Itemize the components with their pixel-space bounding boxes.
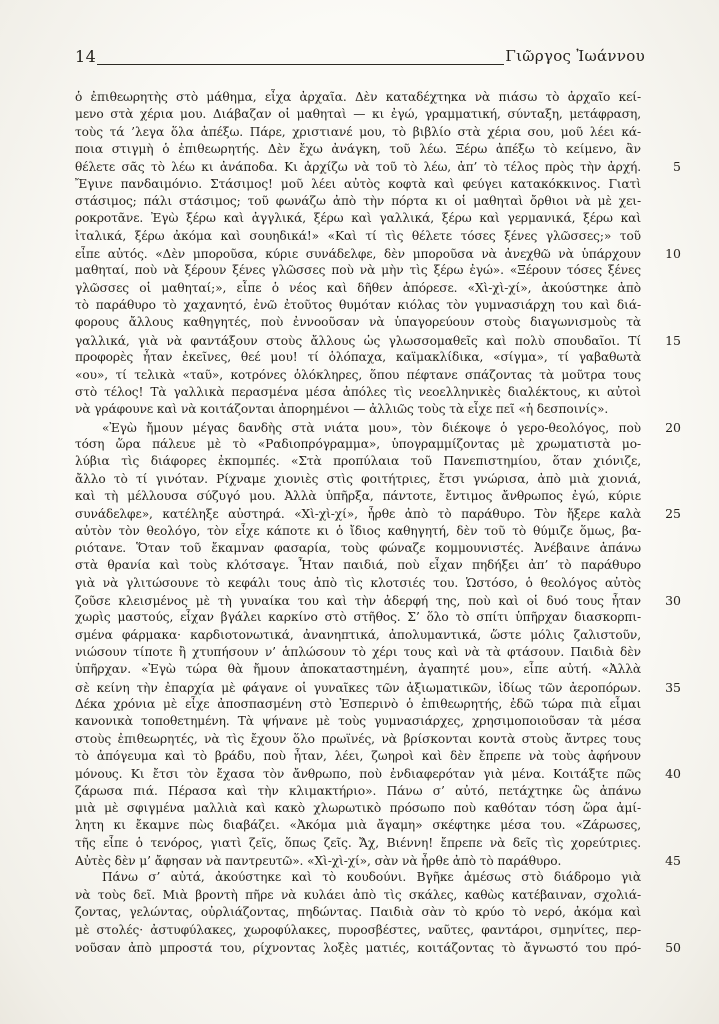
margin-line-number: 40 [665,766,681,782]
text-line [75,557,683,574]
text-line-content: ποια στιγμὴ ὁ ἐπιθεωρητής. Δὲν ἔχω ἀνάγκη, τοῦ λέω. Ξέρω ἀπέξω τὸ κείμενο, ἂν [75,142,641,157]
text-line [75,904,683,921]
text-line-content: στὸ τέλος! Τὰ γαλλικὰ περασμένα μέσα ἀπόλες τὶς νεοελληνικὲς διαλέκτους, κι αὐτοὶ [75,384,641,399]
text-line-content: λητη κι ἔκαμνε πὼς διαβάζει. «Ἀκόμα μιὰ ἄγαμη» σκέφτηκε μέσα του. «Ζάρωσες, [75,818,641,833]
text-line [75,176,683,193]
text-line-content: εἶπε αὐτός. «Δὲν μποροῦσα, κύριε συνάδελφε, δὲν μποροῦσα νὰ ἀνεχθῶ νὰ ὑπάρχουν [75,247,641,262]
text-line-content: Δέκα χρόνια μὲ εἶχε ἀποσπασμένη στὸ Ἑσπερινὸ ὁ ἐπιθεωρητής, ἐδῶ τώρα πιὰ εἶμαι [75,697,641,712]
text-line-content: ροκροτᾶνε. Ἐγὼ ξέρω καὶ ἀγγλικά, ξέρω καὶ γαλλικά, ξέρω καὶ γερμανικά, ξέρω καὶ [75,211,641,226]
text-line-content: Πάνω σ’ αὐτά, ἀκούστηκε καὶ τὸ κουδούνι. Βγῆκε ἀμέσως στὸ διάδρομο γιὰ [102,870,641,885]
text-line [75,262,683,279]
text-line [75,748,683,765]
text-line [75,384,683,401]
text-line-content: Αὐτὲς δὲν μ’ ἄφησαν νὰ παντρευτῶ». «Χὶ-χὶ-χί», σὰν νὰ ἦρθε ἀπὸ τὸ παράθυρο. [75,854,562,869]
text-line [75,332,683,349]
text-line-content: αὐτὸν τὸν θεολόγο, τὸν εἶχε κάποτε κι ὁ ἴδιος καθηγητή, δὲν τοῦ τὸ θύμιζε ὅμως, βα- [75,523,641,538]
text-line-content: γαλλικά, γιὰ νὰ φαντάξουν στοὺς ἄλλους ὡς γλωσσομαθεῖς καὶ πολὺ σπουδαῖοι. Τί [75,333,641,348]
text-line [75,644,683,661]
text-line-content: μιὰ μὲ σφιγμένα μαλλιὰ καὶ κακὸ χλωρωτικὸ πρόσωπο ποὺ καθόταν τόση ὥρα ἀμί- [75,801,641,816]
text-line-content: λύβια τὶς διάφορες ἐκπομπές. «Στὰ προπύλαια τοῦ Πανεπιστημίου, ὅταν χιόνιζε, [75,454,641,469]
margin-line-number: 45 [665,853,681,869]
text-line [75,661,683,678]
text-line [75,106,683,123]
text-line [75,245,683,262]
text-line-content: νὰ γράφουνε καὶ νὰ κοιτάζονται ἀπορημένοι — ἀλλιῶς τοὺς τὰ εἶχε πεῖ «ἡ δεσποινίς». [75,402,609,417]
margin-line-number: 30 [665,592,681,608]
text-line [75,505,683,522]
text-line-content: μόνους. Κι ἔτσι τὸν ἔχασα τὸν ἄνθρωπο, ποὺ ἐνδιαφερόταν γιὰ μένα. Κοιτάξτε πῶς [75,767,641,782]
text-line [75,627,683,644]
text-line [75,540,683,557]
text-line [75,765,683,782]
margin-line-number: 50 [665,939,681,955]
text-line [75,800,683,817]
page-number: 14 [75,47,97,66]
text-line-content: νιώσουν τίποτε ἢ χτυπήσουν ν’ ἁπλώσουν τὸ χέρι τους καὶ νὰ τὰ φτάσουν. Παιδιὰ δὲν [75,645,641,659]
margin-line-number: 10 [665,246,681,262]
text-line [75,89,683,106]
text-line [75,575,683,592]
text-line [75,592,683,609]
text-line-content: «ου», τί τελικὰ «ταῦ», κοτρόνες ὁλόκληρες, ὅπου πέφτανε σπάζοντας τὰ μοῦτρα τους [75,367,641,382]
text-line [75,349,683,366]
text-line-content: θέλετε σᾶς τὸ λέω κι ἀνάποδα. Κι ἀρχίζω νὰ τοῦ τὸ λέω, ἀπ’ τὸ τέλος πρὸς τὴν ἀρχή. [75,160,641,175]
text-line [75,228,683,245]
text-line-content: «Ἐγὼ ἤμουν μέγας δανδὴς στὰ νιάτα μου», τὸν διέκοψε ὁ γερο-θεολόγος, ποὺ [102,420,641,435]
text-line [75,939,683,956]
text-line-content: τόση ὥρα πάλευε μὲ τὸ «Ραδιοπρόγραμμα», ὑπογραμμίζοντας μὲ χρωματιστὰ μο- [75,436,641,451]
margin-line-number: 5 [673,159,681,175]
margin-line-number: 25 [665,506,681,522]
text-line [75,419,683,436]
text-line [75,367,683,384]
text-line-content: ζοῦσε κλεισμένος μὲ τὴ γυναίκα του καὶ τὴν ἀδερφή της, ποὺ καὶ οἱ δυό τους ἦταν [75,593,641,608]
text-line-content: ὑπῆρχαν. «Ἐγὼ τώρα θὰ ἤμουν ἀποκαταστημένη, ἀγαπητέ μου», εἶπε αὐτή. «Ἀλλὰ [75,662,641,677]
running-head-author: Γιῶργος Ἰωάννου [505,47,645,65]
text-line-content: Ἔγινε πανδαιμόνιο. Στάσιμος! μοῦ λέει αὐτὸς κοφτὰ καὶ φεύγει κατακόκκινος. Γιατὶ [75,176,641,191]
text-line [75,297,683,314]
margin-line-number: 15 [665,332,681,348]
text-line [75,436,683,453]
text-line [75,817,683,834]
text-line-content: γλῶσσες οἱ μαθηταί;», εἶπε ὁ νέος καὶ δῆθεν ἀπόρεσε. «Χὶ-χὶ-χί», ἀκούστηκε ἀπὸ [75,280,641,295]
text-line-content: νὰ τοὺς δεῖ. Μιὰ βροντὴ πῆρε νὰ κυλάει ἀπὸ τὶς σκάλες, καθὼς κατέβαιναν, σχολιά- [75,887,641,902]
text-line [75,835,683,852]
text-line [75,141,683,158]
text-line-content: κανονικὰ τοποθετημένη. Τὰ ψήνανε μὲ τοὺς γυμνασιάρχες, χρησιμοποιοῦσαν τὰ μέσα [75,714,641,729]
text-line-content: τὸ ἀπόγευμα καὶ τὸ βράδυ, ποὺ ἦταν, λέει, ζωηροὶ καὶ δὲν ἔπρεπε νὰ τοὺς ἀφήνουν [75,749,641,764]
text-line-content: τὸ παράθυρο τὸ χαχανητό, ἐνῶ ἐτοῦτος θυμόταν κιόλας τὸν γυμνασιάρχη του καὶ διά- [75,298,641,313]
text-line-content: ἰταλικά, ξέρω ἀκόμα καὶ σουηδικά!» «Καὶ τί τὶς θέλετε τόσες ξένες γλῶσσες;» τοῦ [75,228,641,243]
text-line [75,922,683,939]
text-line-content: μενο στὰ χέρια μου. Διάβαζαν οἱ μαθηταὶ — κι ἐγώ, γραμματική, σύνταξη, μετάφραση, [75,107,641,122]
text-line-content: χωρὶς μαστούς, εἶχαν βγάλει καρκίνο στὸ στῆθος. Σ’ ὅλο τὸ σπίτι ὑπῆρχαν διασκορπι- [75,610,641,625]
text-line [75,280,683,297]
text-line [75,158,683,175]
text-line-content: τοὺς τά ’λεγα ὅλα ἀπέξω. Πάρε, χριστιανέ μου, τὸ βιβλίο στὰ χέρια σου, μοῦ λέει κά- [75,124,641,139]
text-line [75,852,683,869]
text-line-content: σὲ κείνη τὴν ἐπαρχία μὲ φάγανε οἱ γυναῖκες τῶν ἀξιωματικῶν, ἰδίως τῶν ἀεροπόρων. [75,680,641,695]
text-line [75,401,683,418]
text-line [75,523,683,540]
text-line-content: ζοντας, γελώντας, οὐρλιάζοντας, πηδώντας. Παιδιὰ σὰν τὸ κρύο τὸ νερό, ἀκόμα καὶ [75,905,641,920]
running-header [75,47,645,66]
text-line-content: γιὰ νὰ γλιτώσουνε τὸ κεφάλι τους ἀπὸ τὶς κλοτσιές του. Ὡστόσο, ὁ θεολόγος αὐτὸς [75,575,641,590]
text-line-content: συνάδελφε», κατέληξε αὐστηρά. «Χὶ-χὶ-χί», ἦρθε ἀπὸ τὸ παράθυρο. Τὸν ἤξερε καλὰ [75,507,641,522]
text-line-content: σμένα φάρμακα· καρδιοτονωτικά, ἀνανηπτικά, ἀπολυμαντικά, ὥστε μόλις ζαλιστοῦν, [75,627,641,642]
text-line [75,609,683,626]
text-body [75,89,683,956]
text-line-content: στάσιμος; πάλι στάσιμος; τοῦ φωνάζω ἀπὸ τὴν πόρτα κι οἱ μαθηταὶ ὄρθιοι νὰ μὲ χει- [75,194,641,209]
text-line-content: ζάρωσα πιά. Πέρασα καὶ τὴν κλιμακτήριο». Πάνω σ’ αὐτό, πετάχτηκε ὣς ἀπάνω [75,783,641,798]
text-line [75,453,683,470]
text-line-content: μαθηταί, ποὺ νὰ ξέρουν ξένες γλῶσσες ποὺ νὰ μὴν τὶς ξέρω ἐγώ». «Ξέρουν τόσες ξένες [75,263,641,278]
text-line [75,869,683,886]
text-line [75,314,683,331]
text-line-content: ἄλλο τὸ τί γινόταν. Ρίχναμε χιονιὲς στὶς φοιτήτριες, ἔτσι γνώρισα, ἀπὸ μιὰ χιονιά, [75,471,641,486]
margin-line-number: 20 [665,419,681,435]
text-line [75,696,683,713]
margin-line-number: 35 [665,679,681,695]
text-line-content: στὰ θρανία καὶ τοὺς κλότσαγε. Ἦταν παιδιά, ποὺ εἶχαν πηδήξει ἀπ’ τὸ παράθυρο [75,558,641,573]
text-line-content: στοὺς ἐπιθεωρητές, νὰ τὶς ἔχουν ὅλο πρωϊνές, νὰ βρίσκονται κοντὰ στοὺς ἄντρες τους [75,731,641,746]
text-line [75,887,683,904]
text-line-content: προφορὲς ἦταν ἐκεῖνες, θεέ μου! τί ὁλόπαχα, καϊμακλίδικα, «σίγμα», τί γαβαθωτὰ [75,350,641,365]
text-line [75,471,683,488]
text-line [75,210,683,227]
text-line [75,731,683,748]
text-line [75,124,683,141]
text-line [75,488,683,505]
text-line-content: καὶ τὴ μέλλουσα σύζυγό μου. Ἀλλὰ ὑπῆρξα, πάντοτε, ἔντιμος ἄνθρωπος ἐγώ, κύριε [75,488,641,503]
text-line [75,193,683,210]
text-line-content: νοῦσαν ἀπὸ μπροστά του, ρίχνοντας λοξὲς ματιές, κοιτάζοντας τὸ ἄγνωστό του πρό- [75,940,641,955]
header-rule [97,63,504,65]
text-line-content: τῆς εἶπε ὁ τενόρος, γιατὶ ζεῖς, ὅπως ζεῖς. Ἄχ, Βιέννη! ἔπρεπε νὰ δεῖς τὶς χορεύτριες. [75,835,641,850]
text-line [75,713,683,730]
text-line-content: ὁ ἐπιθεωρητὴς στὸ μάθημα, εἶχα ἀρχαῖα. Δὲν καταδέχτηκα νὰ πιάσω τὸ ἀρχαῖο κεί- [75,90,641,104]
text-line-content: ριότανε. Ὅταν τοῦ ἔκαμναν φασαρία, τοὺς φώναζε κομμουνιστές. Ἀνέβαινε ἀπάνω [75,540,641,555]
text-line-content: μὲ στολές· ἀστυφύλακες, χωροφύλακες, πυροσβέστες, ναῦτες, φαντάροι, σμηνίτες, περ- [75,922,641,937]
text-line [75,679,683,696]
text-line [75,783,683,800]
text-line-content: φορους ἄλλους καθηγητές, ποὺ ἐννοοῦσαν νὰ ὑπαγορεύουν στοὺς διαγωνισμοὺς τὰ [75,315,641,330]
